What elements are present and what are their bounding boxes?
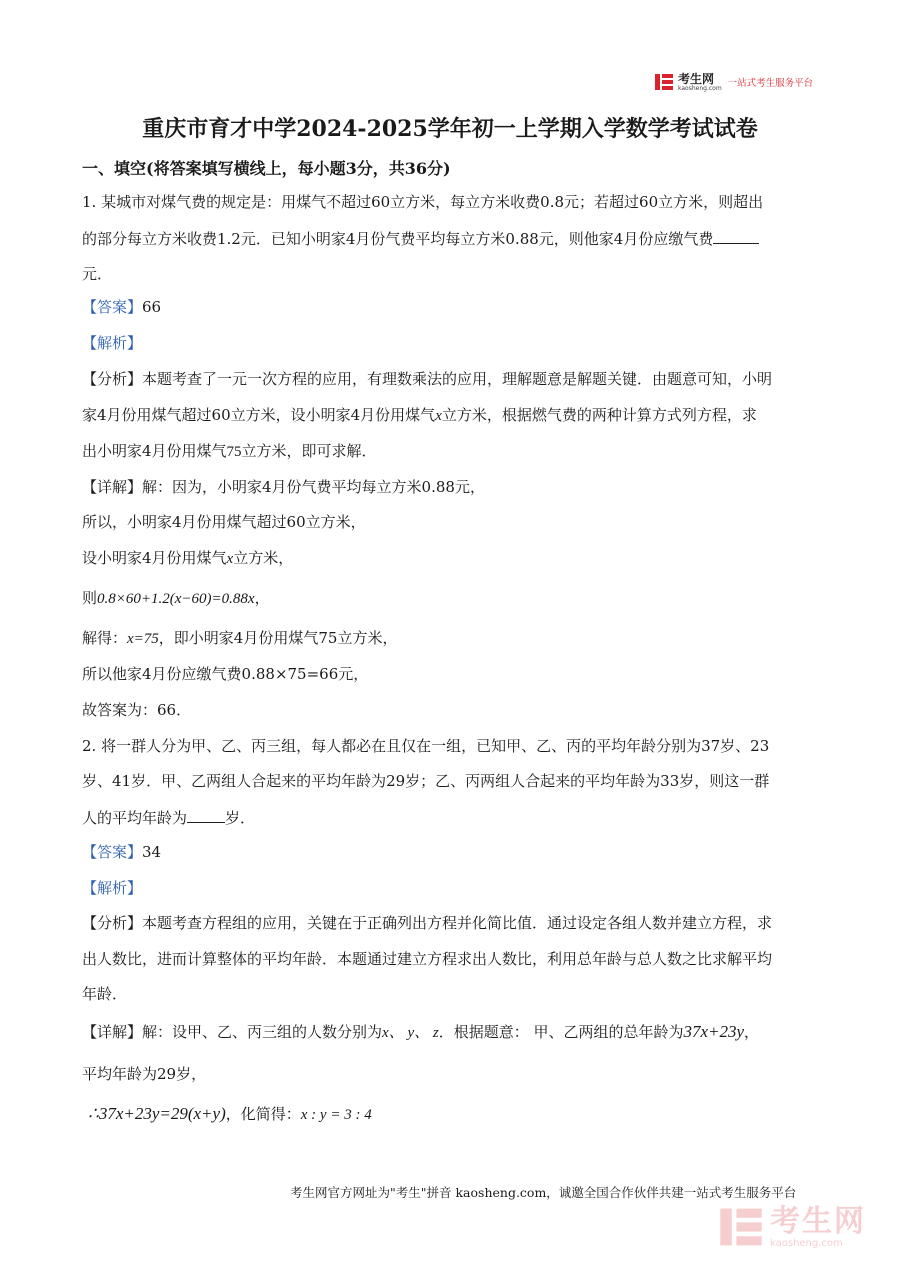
q2-line-3: 人的平均年龄为 岁． [82, 809, 256, 827]
q1-fenxi-line-1: 【分析】本题考查了一元一次方程的应用，有理数乘法的应用，理解题意是解题关键．由题意可知，小明 [82, 370, 773, 388]
page-title: 重庆市育才中学2024-2025学年初一上学期入学数学考试试卷 [142, 116, 758, 142]
q1-answer: 【答案】66 [82, 298, 162, 316]
q1-line-3: 元． [82, 265, 113, 283]
q1-fenxi-line-2: 家4月份用煤气超过60立方米，设小明家4月份用煤气x立方米，根据燃气费的两种计算方式列方程，求 [82, 406, 757, 424]
q1-line-1: 1. 某城市对煤气费的规定是：用煤气不超过60立方米，每立方米收费0.8元；若超过60立方米，则超出 [82, 193, 764, 211]
q2-fenxi-line-3: 年龄． [82, 985, 128, 1003]
q2-answer: 【答案】34 [82, 843, 162, 861]
q2-detail-line-2: 平均年龄为29岁， [82, 1065, 207, 1083]
logo-slogan: 一站式考生服务平台 [727, 78, 814, 89]
logo-domain: kaosheng.com [678, 84, 722, 92]
q1-cost: 所以他家4月份应缴气费0.88×75=66元， [82, 665, 369, 683]
footer-text: 考生网官方网址为"考生"拼音 kaosheng.com，诚邀全国合作伙伴共建一站式考生服务平台 [290, 1185, 797, 1200]
answer-blank [713, 228, 759, 244]
q2-detail-line-1: 【详解】解：设甲、乙、丙三组的人数分别为x、 y、 z．根据题意： 甲、乙两组的总年龄为37x+23y， [82, 1022, 760, 1041]
q1-detail-line-2: 所以，小明家4月份用煤气超过60立方米， [82, 513, 366, 531]
watermark-domain: kaosheng.com [770, 1237, 843, 1249]
q2-equation: ∴37x+23y=29(x+y)，化简得：x : y = 3 : 4 [88, 1104, 372, 1123]
watermark [718, 1204, 866, 1250]
q2-fenxi-line-1: 【分析】本题考查方程组的应用，关键在于正确列出方程并化简比值．通过设定各组人数并建立方程，求 [82, 914, 773, 932]
answer-blank [187, 807, 225, 823]
q1-final-answer: 故答案为：66． [82, 701, 192, 719]
q2-fenxi-line-2: 出人数比，进而计算整体的平均年龄．本题通过建立方程求出人数比，利用总年龄与总人数之比求解平均 [82, 950, 773, 968]
q1-fenxi-line-3: 出小明家4月份用煤气75立方米，即可求解． [82, 442, 377, 460]
q1-detail-line-3: 设小明家4月份用煤气x立方米， [82, 549, 294, 567]
header-logo [654, 72, 813, 92]
q1-detail-line-1: 【详解】解：因为，小明家4月份气费平均每立方米0.88元， [82, 478, 485, 496]
q2-line-2: 岁、41岁．甲、乙两组人合起来的平均年龄为29岁；乙、丙两组人合起来的平均年龄为33岁，则这一群 [82, 772, 770, 790]
q1-solution: 解得：x=75，即小明家4月份用煤气75立方米， [82, 629, 398, 647]
section-heading: 一、填空(将答案填写横线上，每小题3分，共36分) [82, 159, 451, 178]
q1-line-2: 的部分每立方米收费1.2元．已知小明家4月份气费平均每立方米0.88元，则他家4月份应缴气费 [82, 228, 759, 249]
logo-name: 考生网 [678, 71, 715, 86]
q2-jiexi-tag: 【解析】 [82, 879, 143, 897]
q1-equation: 则0.8×60+1.2(x−60)=0.88x， [82, 589, 270, 607]
kaosheng-logo-icon [654, 72, 674, 92]
q1-jiexi-tag: 【解析】 [82, 334, 143, 352]
kaosheng-watermark-icon [718, 1204, 764, 1250]
watermark-name: 考生网 [770, 1203, 866, 1239]
q2-line-1: 2. 将一群人分为甲、乙、丙三组，每人都必在且仅在一组，已知甲、乙、丙的平均年龄分别为37岁、23 [82, 737, 770, 755]
